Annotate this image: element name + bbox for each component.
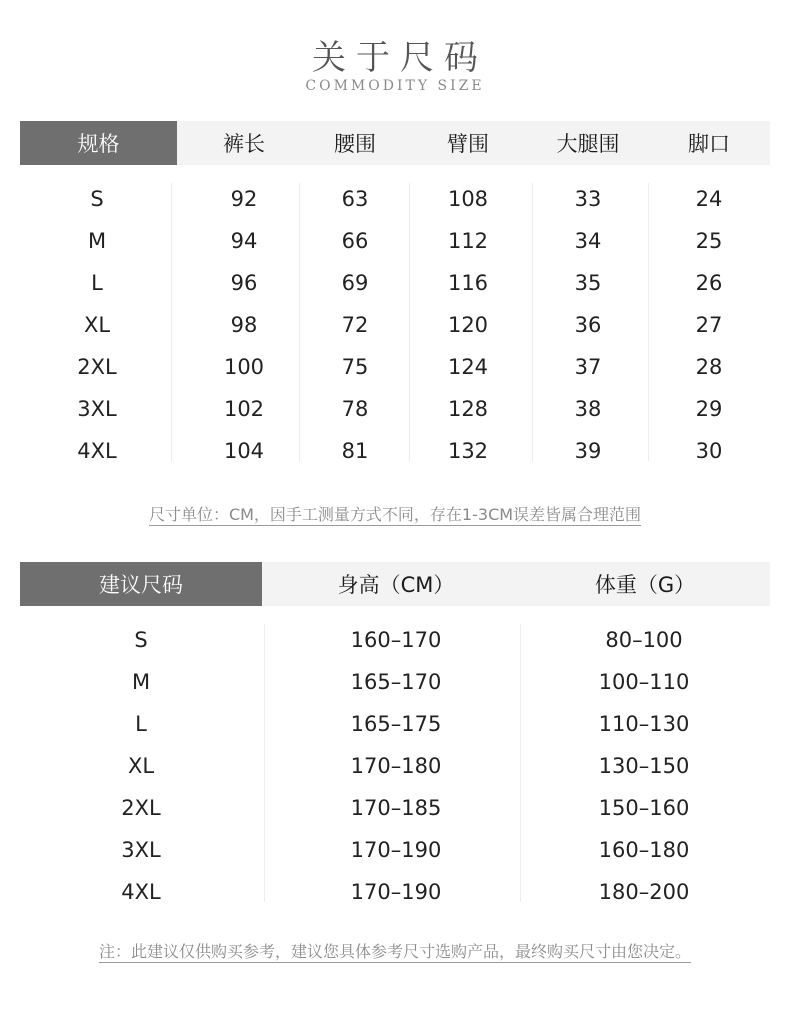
table-cell: 81 — [341, 439, 369, 463]
table-cell: 100 — [223, 355, 265, 379]
page-subtitle: COMMODITY SIZE — [305, 78, 485, 94]
table-cell: 102 — [223, 397, 265, 421]
table-cell: 128 — [447, 397, 489, 421]
size-label: 4XL — [77, 439, 117, 463]
size-header-cell: 脚口 — [688, 132, 730, 156]
table-row — [0, 220, 790, 262]
size-header-cell: 规格 — [20, 121, 177, 165]
table-row — [0, 619, 790, 661]
size-label: M — [87, 229, 107, 253]
suggest-note-text: 注：此建议仅供购买参考，建议您具体参考尺寸选购产品，最终购买尺寸由您决定。 — [98, 942, 691, 961]
table-cell: 130–150 — [598, 754, 690, 778]
table-cell: 38 — [574, 397, 602, 421]
table-cell: 104 — [223, 439, 265, 463]
size-label: S — [90, 187, 104, 211]
table-cell: 80–100 — [605, 628, 683, 652]
table-cell: 24 — [695, 187, 723, 211]
table-cell: 29 — [695, 397, 723, 421]
table-cell: 120 — [447, 313, 489, 337]
table-cell: 75 — [341, 355, 369, 379]
table-cell: 27 — [695, 313, 723, 337]
table-cell: 165–175 — [350, 712, 442, 736]
table-cell: 30 — [695, 439, 723, 463]
table-cell: 150–160 — [598, 796, 690, 820]
table-cell: 28 — [695, 355, 723, 379]
size-note-text: 尺寸单位：CM，因手工测量方式不同，存在1-3CM误差皆属合理范围 — [148, 505, 642, 524]
size-label: 3XL — [77, 397, 117, 421]
size-label: 2XL — [121, 796, 161, 820]
table-row — [0, 346, 790, 388]
size-note — [0, 502, 790, 525]
table-row — [0, 661, 790, 703]
table-cell: 37 — [574, 355, 602, 379]
table-row — [0, 871, 790, 913]
table-cell: 36 — [574, 313, 602, 337]
size-header-cell: 大腿围 — [556, 132, 620, 156]
suggest-header-cell: 身高（CM） — [337, 573, 455, 597]
table-cell: 33 — [574, 187, 602, 211]
table-row — [0, 703, 790, 745]
suggest-header-cell: 建议尺码 — [20, 562, 262, 606]
size-header-cell: 腰围 — [334, 132, 376, 156]
table-cell: 66 — [341, 229, 369, 253]
table-cell: 170–180 — [350, 754, 442, 778]
table-cell: 160–170 — [350, 628, 442, 652]
table-row — [0, 787, 790, 829]
table-cell: 100–110 — [598, 670, 690, 694]
table-row — [0, 178, 790, 220]
table-cell: 92 — [230, 187, 258, 211]
size-label: L — [135, 712, 147, 736]
table-cell: 132 — [447, 439, 489, 463]
table-cell: 165–170 — [350, 670, 442, 694]
table-cell: 25 — [695, 229, 723, 253]
table-row — [0, 430, 790, 472]
page-title: 关于尺码 — [312, 38, 488, 78]
table-row — [0, 304, 790, 346]
size-label: M — [131, 670, 151, 694]
table-cell: 108 — [447, 187, 489, 211]
size-label: L — [91, 271, 103, 295]
table-cell: 116 — [447, 271, 489, 295]
table-cell: 180–200 — [598, 880, 690, 904]
table-cell: 39 — [574, 439, 602, 463]
table-cell: 96 — [230, 271, 258, 295]
size-label: 3XL — [121, 838, 161, 862]
table-cell: 160–180 — [598, 838, 690, 862]
table-row — [0, 829, 790, 871]
table-cell: 94 — [230, 229, 258, 253]
table-cell: 112 — [447, 229, 489, 253]
table-cell: 72 — [341, 313, 369, 337]
size-label: 4XL — [121, 880, 161, 904]
table-cell: 170–190 — [350, 838, 442, 862]
table-row — [0, 262, 790, 304]
suggest-header-cell: 体重（G） — [594, 573, 696, 597]
suggest-table-header — [20, 562, 770, 606]
table-cell: 69 — [341, 271, 369, 295]
table-cell: 98 — [230, 313, 258, 337]
size-label: S — [134, 628, 148, 652]
table-cell: 124 — [447, 355, 489, 379]
table-cell: 78 — [341, 397, 369, 421]
table-cell: 170–185 — [350, 796, 442, 820]
size-label: XL — [83, 313, 111, 337]
size-header-cell: 裤长 — [223, 132, 265, 156]
table-cell: 35 — [574, 271, 602, 295]
table-row — [0, 388, 790, 430]
size-label: 2XL — [77, 355, 117, 379]
size-table-header — [20, 121, 770, 165]
table-cell: 170–190 — [350, 880, 442, 904]
table-cell: 110–130 — [598, 712, 690, 736]
table-cell: 34 — [574, 229, 602, 253]
table-row — [0, 745, 790, 787]
table-cell: 26 — [695, 271, 723, 295]
suggest-note — [0, 939, 790, 962]
size-header-cell: 臂围 — [447, 132, 489, 156]
table-cell: 63 — [341, 187, 369, 211]
size-label: XL — [127, 754, 155, 778]
